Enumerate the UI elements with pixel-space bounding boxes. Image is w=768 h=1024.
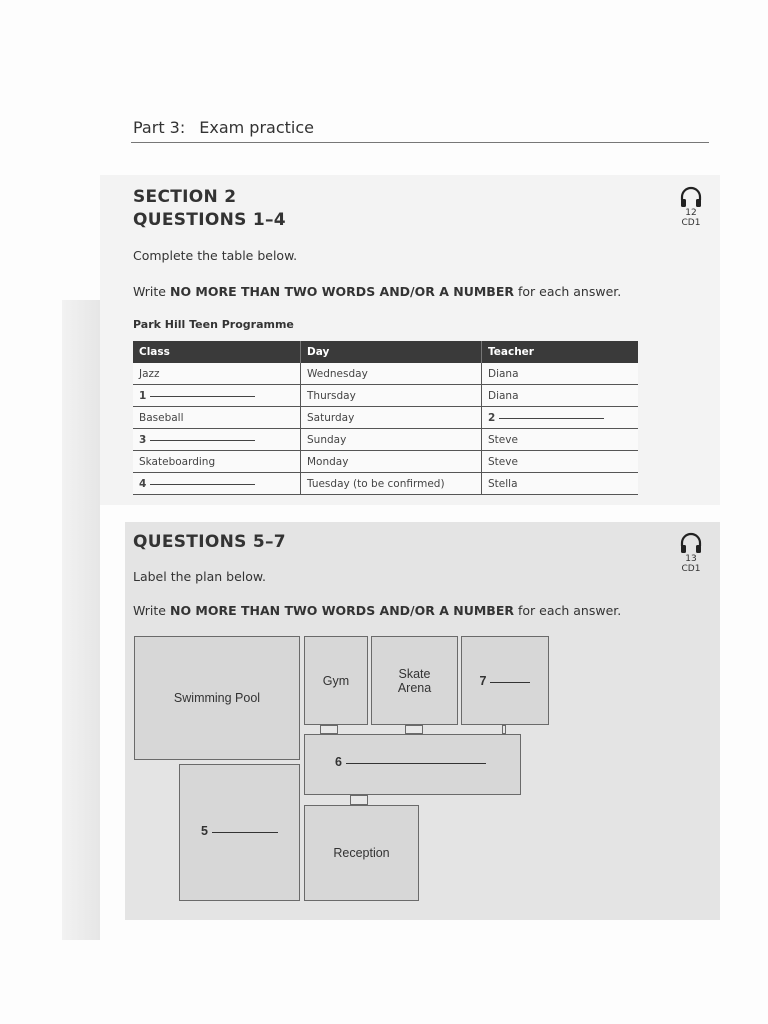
track-number: 13 — [685, 554, 697, 564]
teacher-cell: Steve — [482, 451, 639, 473]
table-row — [133, 407, 638, 429]
page-edge-shadow — [62, 300, 100, 940]
column-header: Day — [301, 341, 482, 363]
day-cell: Tuesday (to be confirmed) — [301, 473, 482, 495]
audio-track-12[interactable] — [671, 186, 711, 228]
answer-blank-4[interactable]: 4 — [133, 473, 301, 495]
table-row — [133, 385, 638, 407]
answer-blank-3[interactable]: 3 — [133, 429, 301, 451]
day-cell: Saturday — [301, 407, 482, 429]
table-row — [133, 473, 638, 495]
headphones-icon — [679, 186, 703, 208]
teacher-cell: Steve — [482, 429, 639, 451]
column-header: Class — [133, 341, 301, 363]
programme-table — [133, 341, 638, 495]
table-header-row — [133, 341, 638, 363]
table-title: Park Hill Teen Programme — [133, 318, 294, 331]
instruction-label-plan: Label the plan below. — [133, 569, 266, 584]
answer-room-6[interactable]: 6 — [304, 734, 521, 795]
table-row — [133, 363, 638, 385]
day-cell: Thursday — [301, 385, 482, 407]
questions-heading: QUESTIONS 1–4 — [133, 210, 286, 230]
title-divider — [131, 142, 709, 143]
class-cell: Skateboarding — [133, 451, 301, 473]
cd-label: CD1 — [681, 218, 701, 228]
class-cell: Baseball — [133, 407, 301, 429]
teacher-cell: Diana — [482, 363, 639, 385]
swimming-pool-room: Swimming Pool — [134, 636, 300, 760]
answer-room-5[interactable]: 5 — [179, 764, 300, 901]
audio-track-13[interactable] — [671, 532, 711, 574]
doorway — [320, 725, 338, 734]
section-heading: SECTION 2 — [133, 187, 237, 207]
answer-blank-1[interactable]: 1 — [133, 385, 301, 407]
skate-arena-room: Skate Arena — [371, 636, 458, 725]
table-row — [133, 451, 638, 473]
questions-heading: QUESTIONS 5–7 — [133, 532, 286, 552]
day-cell: Sunday — [301, 429, 482, 451]
reception-room: Reception — [304, 805, 419, 901]
gym-room: Gym — [304, 636, 368, 725]
doorway — [502, 725, 506, 734]
track-number: 12 — [685, 208, 697, 218]
day-cell: Wednesday — [301, 363, 482, 385]
cd-label: CD1 — [681, 564, 701, 574]
column-header: Teacher — [482, 341, 639, 363]
day-cell: Monday — [301, 451, 482, 473]
doorway — [350, 795, 368, 805]
answer-room-7[interactable]: 7 — [461, 636, 549, 725]
page-title: Part 3: Exam practice — [133, 118, 314, 137]
instruction-complete-table: Complete the table below. — [133, 248, 298, 263]
headphones-icon — [679, 532, 703, 554]
instruction-word-limit: Write NO MORE THAN TWO WORDS AND/OR A NUMBER for each answer. — [133, 603, 622, 618]
instruction-word-limit: Write NO MORE THAN TWO WORDS AND/OR A NUMBER for each answer. — [133, 284, 622, 299]
class-cell: Jazz — [133, 363, 301, 385]
teacher-cell: Stella — [482, 473, 639, 495]
table-row — [133, 429, 638, 451]
teacher-cell: Diana — [482, 385, 639, 407]
doorway — [405, 725, 423, 734]
answer-blank-2[interactable]: 2 — [482, 407, 639, 429]
